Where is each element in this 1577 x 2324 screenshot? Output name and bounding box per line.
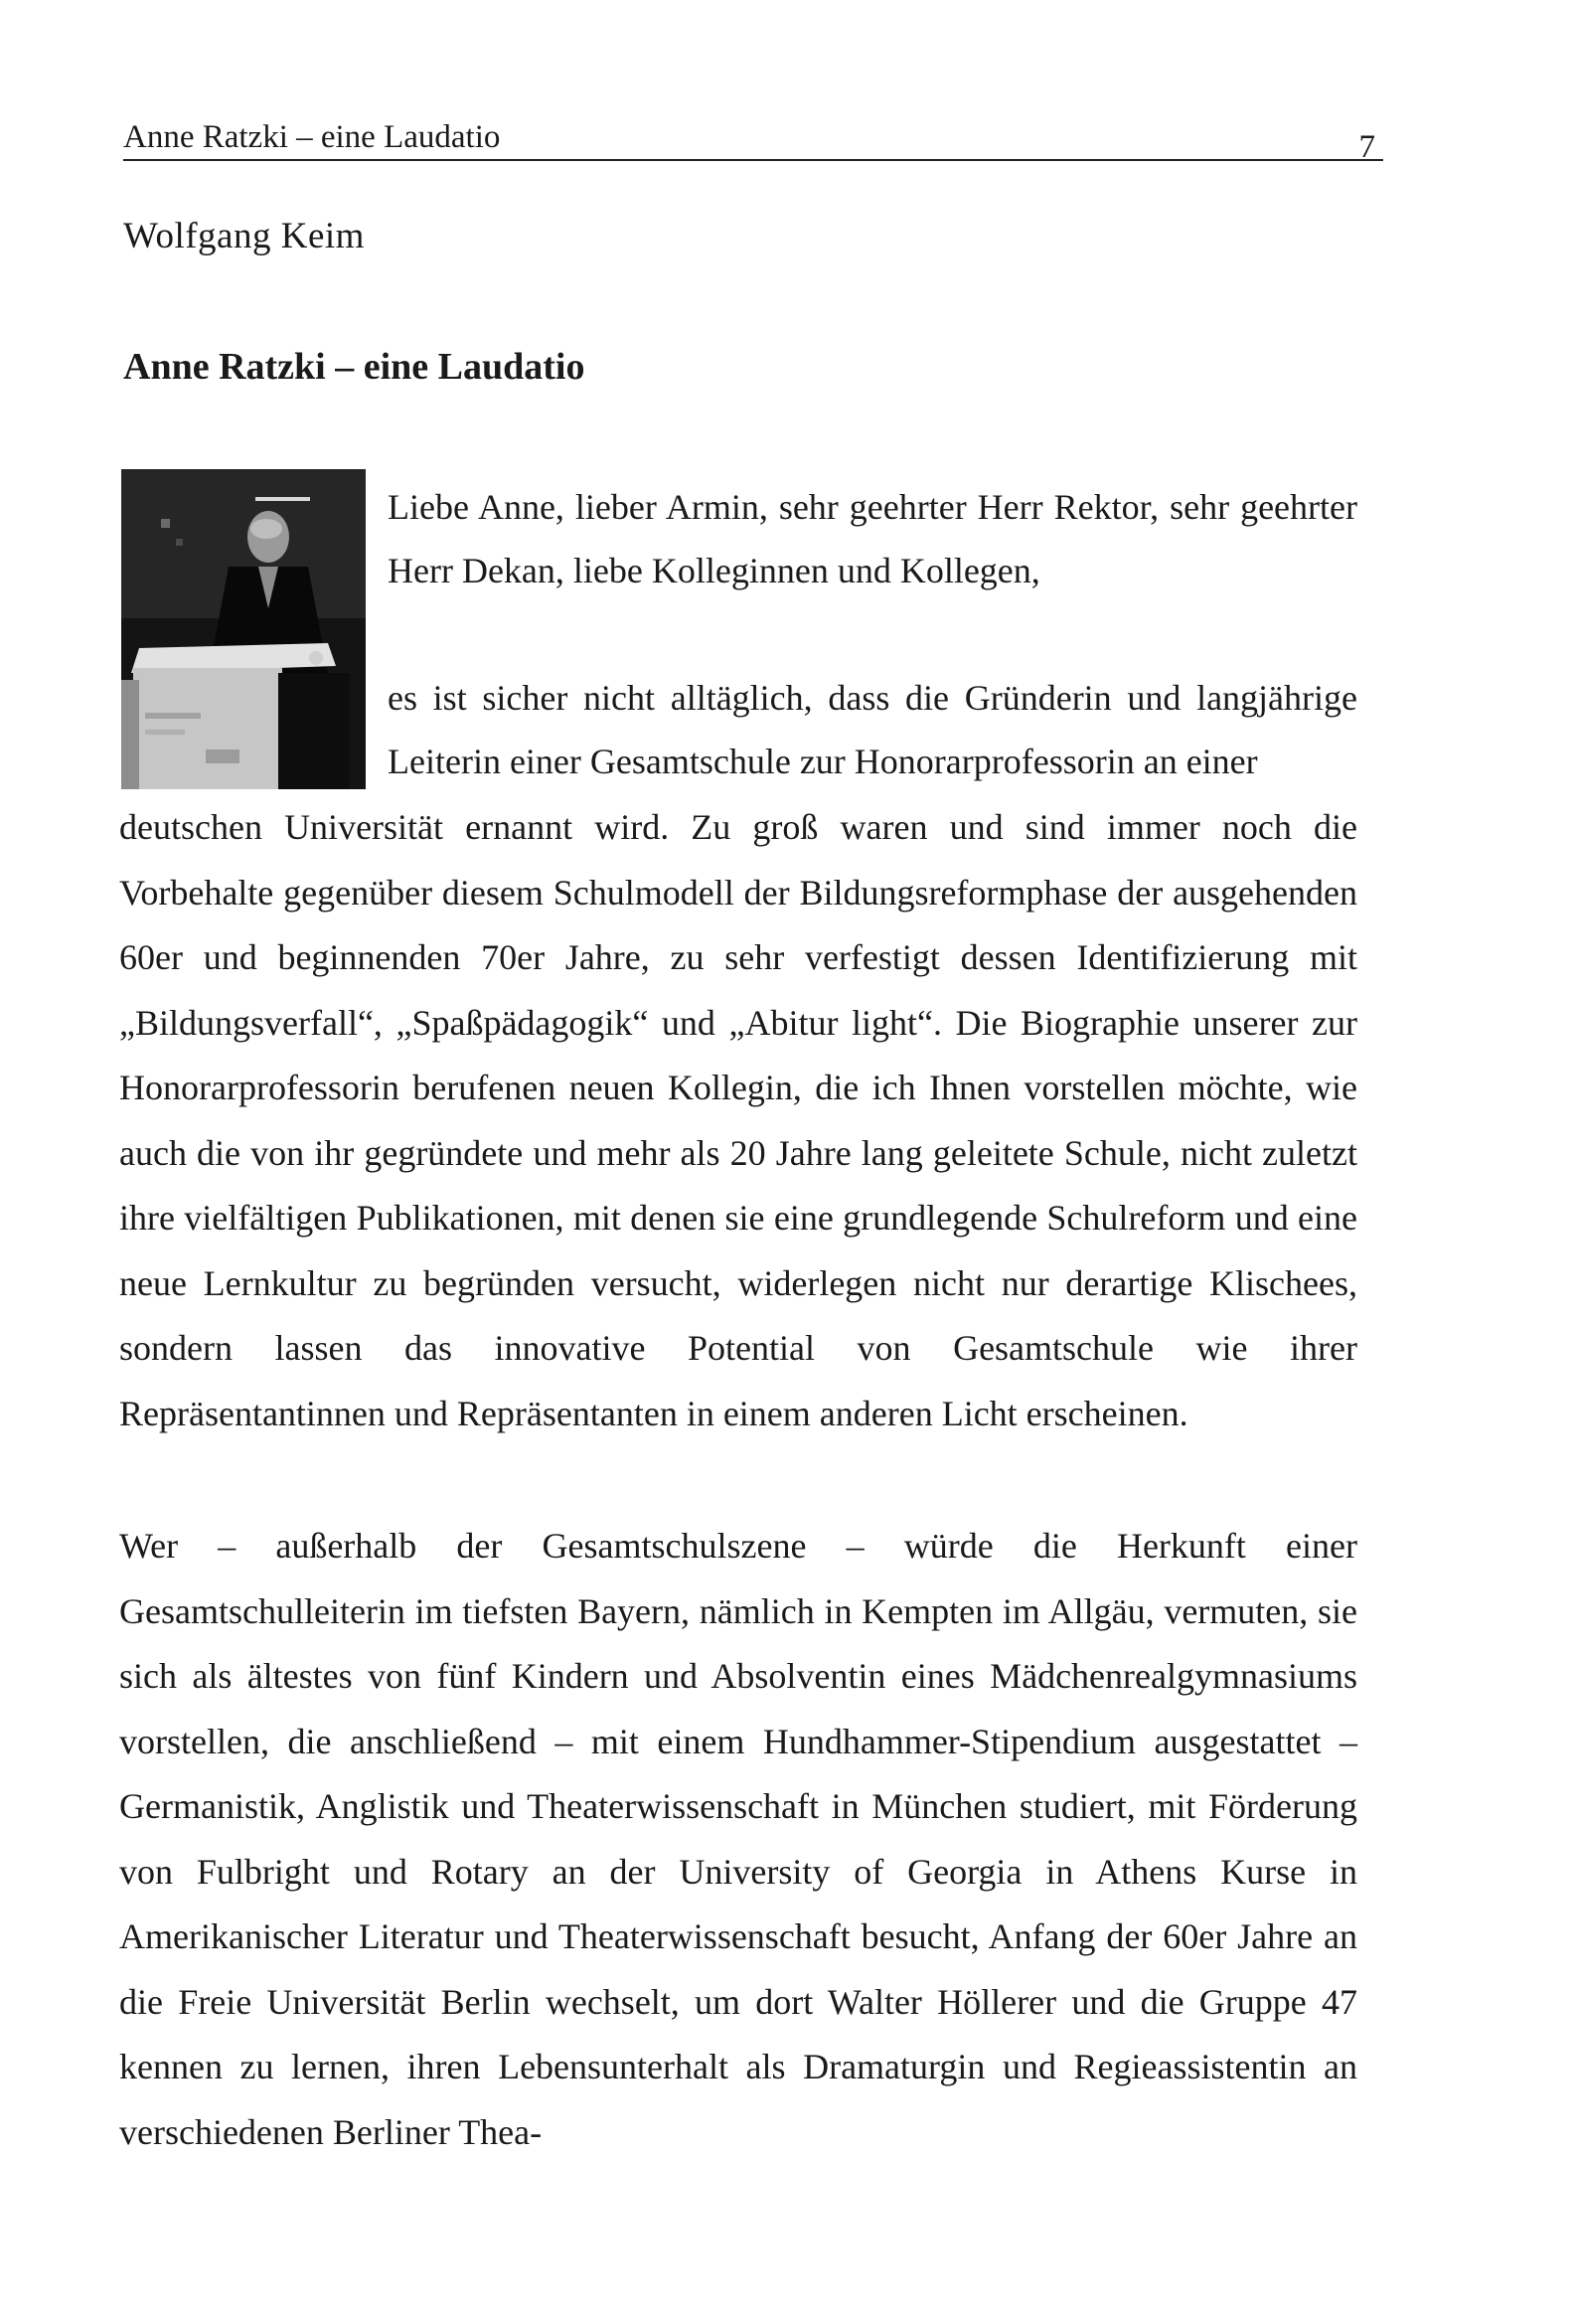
author-name: Wolfgang Keim [123, 216, 365, 256]
speaker-at-lectern-photo [121, 469, 366, 789]
salutation-paragraph: Liebe Anne, lieber Armin, sehr geehrter Herr Rektor, sehr geehrter Herr Dekan, liebe Kolleginnen und Kollegen, [388, 487, 1357, 590]
page-number: 7 [1358, 129, 1375, 165]
running-title: Anne Ratzki – eine Laudatio [123, 119, 501, 155]
running-header [123, 117, 1383, 165]
body-paragraph-1-wrapped: es ist sicher nicht alltäglich, dass die Gründerin und langjährige Leiterin einer Gesamtschule zur Honorarprofessorin an einer [388, 678, 1357, 781]
article-title: Anne Ratzki – eine Laudatio [123, 346, 585, 388]
body-paragraph-1-continued: deutschen Universität ernannt wird. Zu groß waren und sind immer noch die Vorbehalte gegenüber diesem Schulmodell der Bildungsreformphase der ausgehenden 60er und beginnenden 70er Jahre, zu sehr verfestigt dessen Identifizierung mit „Bildungsverfall“, „Spaßpädagogik“ und „Abitur light“. Die Biographie unserer zur Honorarprofessorin berufenen neuen Kollegin, die ich Ihnen vorstellen möchte, wie auch die von ihr gegründete und mehr als 20 Jahre lang geleitete Schule, nicht zuletzt ihre vielfältigen Publikationen, mit denen sie eine grundlegende Schulreform und eine neue Lernkultur zu begründen versucht, widerlegen nicht nur derartige Klischees, sondern lassen das innovative Potential von Gesamtschule wie ihrer Repräsentantinnen und Repräsentanten in einem anderen Licht erscheinen. [119, 807, 1357, 1433]
body-paragraph-2: Wer – außerhalb der Gesamtschulszene – würde die Herkunft einer Gesamtschulleiterin im tiefsten Bayern, nämlich in Kempten im Allgäu, vermuten, sie sich als ältestes von fünf Kindern und Absolventin eines Mädchenrealgymnasiums vorstellen, die anschließend – mit einem Hundhammer-Stipendium ausgestattet – Germanistik, Anglistik und Theaterwissenschaft in München studiert, mit Förderung von Fulbright und Rotary an der University of Georgia in Athens Kurse in Amerikanischer Literatur und Theaterwissenschaft besucht, Anfang der 60er Jahre an die Freie Universität Berlin wechselt, um dort Walter Höllerer und die Gruppe 47 kennen zu lernen, ihren Lebensunterhalt als Dramaturgin und Regieassistentin an verschiedenen Berliner Thea- [119, 1526, 1357, 2152]
